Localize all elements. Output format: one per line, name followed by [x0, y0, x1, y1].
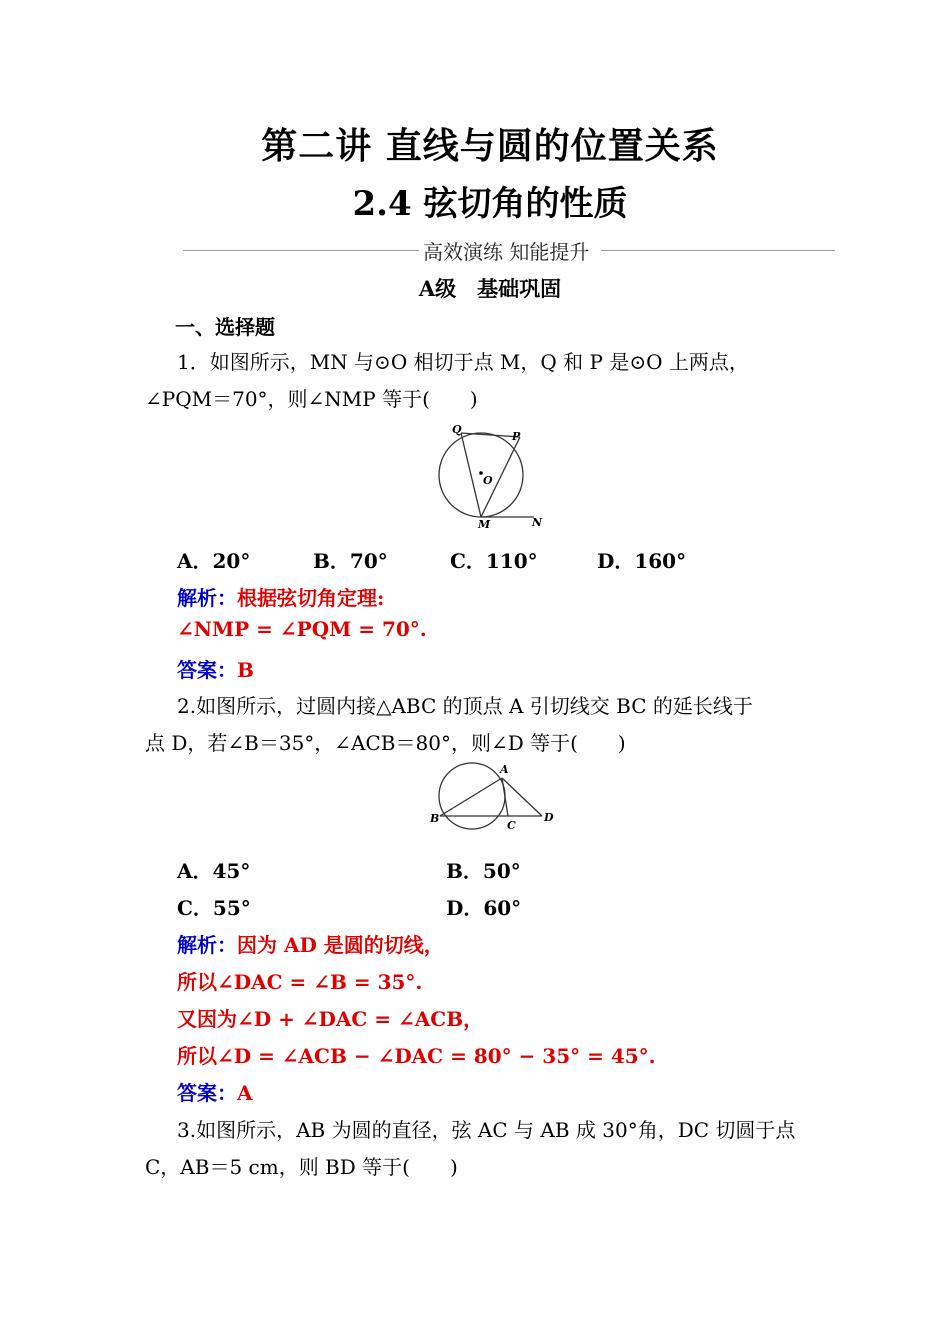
q1-analysis-line1: 根据弦切角定理: — [237, 586, 385, 610]
q2-analysis — [177, 929, 444, 958]
divider-line-left — [183, 250, 423, 251]
q1-option-c: C．110° — [450, 549, 538, 573]
q2-label-b: B — [430, 812, 440, 825]
q2-option-a: A．45° — [177, 859, 251, 883]
q1-label-p: P — [512, 430, 521, 443]
part-heading: 一、选择题 — [175, 315, 275, 339]
chapter-title: 第二讲 直线与圆的位置关系 — [261, 125, 719, 167]
divider-line-right — [601, 250, 835, 251]
q2-analysis-line3: 又因为∠D + ∠DAC = ∠ACB， — [177, 1007, 484, 1031]
q1-label-q: Q — [452, 423, 462, 436]
q1-stem-line1: 1．如图所示，MN 与⊙O 相切于点 M，Q 和 P 是⊙O 上两点， — [177, 350, 749, 374]
q2-label-c: C — [507, 819, 516, 832]
q1-chord-qm — [461, 433, 481, 517]
q1-option-d: D．160° — [597, 549, 687, 573]
q2-answer — [177, 1077, 253, 1106]
q3-stem-line2: C，AB＝5 cm，则 BD 等于( ) — [145, 1155, 458, 1179]
section-title: 2.4 弦切角的性质 — [352, 184, 628, 224]
level-heading: A级 基础巩固 — [418, 276, 562, 301]
q2-answer-label: 答案： — [177, 1081, 237, 1105]
q1-label-n: N — [532, 516, 543, 529]
q1-answer — [177, 654, 254, 683]
q2-analysis-line2: 所以∠DAC = ∠B = 35°. — [177, 970, 423, 994]
q2-answer-value: A — [237, 1081, 253, 1105]
q2-stem-line1: 2.如图所示，过圆内接△ABC 的顶点 A 引切线交 BC 的延长线于 — [177, 694, 753, 718]
q1-figure — [430, 420, 550, 532]
q1-option-a: A．20° — [177, 549, 251, 573]
q1-answer-label: 答案： — [177, 658, 237, 682]
q2-option-c: C．55° — [177, 896, 251, 920]
q3-stem-line1: 3.如图所示，AB 为圆的直径，弦 AC 与 AB 成 30°角，DC 切圆于点 — [177, 1118, 796, 1142]
q1-analysis-label: 解析： — [177, 586, 237, 610]
q1-circle — [439, 433, 523, 517]
q2-analysis-line1: 因为 AD 是圆的切线， — [237, 933, 444, 957]
q1-label-m: M — [478, 518, 491, 531]
q2-option-d: D．60° — [446, 896, 522, 920]
banner-divider — [183, 236, 835, 264]
q2-label-d: D — [544, 811, 554, 824]
q1-answer-value: B — [237, 658, 254, 682]
banner-text: 高效演练 知能提升 — [419, 236, 593, 265]
q1-analysis-line2: ∠NMP = ∠PQM = 70°. — [177, 617, 427, 641]
q2-figure — [428, 762, 558, 834]
q2-tangent-ad — [502, 778, 542, 816]
q1-stem-line2: ∠PQM＝70°，则∠NMP 等于( ) — [145, 387, 478, 411]
q1-label-o: O — [483, 474, 493, 487]
q2-option-b: B．50° — [446, 859, 521, 883]
q1-analysis — [177, 582, 384, 611]
q2-stem-line2: 点 D，若∠B＝35°，∠ACB＝80°，则∠D 等于( ) — [145, 731, 626, 755]
q1-option-b: B．70° — [313, 549, 388, 573]
q2-analysis-line4: 所以∠D = ∠ACB − ∠DAC = 80° − 35° = 45°. — [177, 1044, 656, 1068]
q2-label-a: A — [500, 763, 509, 776]
q2-chord-ab — [440, 778, 502, 816]
q2-analysis-label: 解析： — [177, 933, 237, 957]
